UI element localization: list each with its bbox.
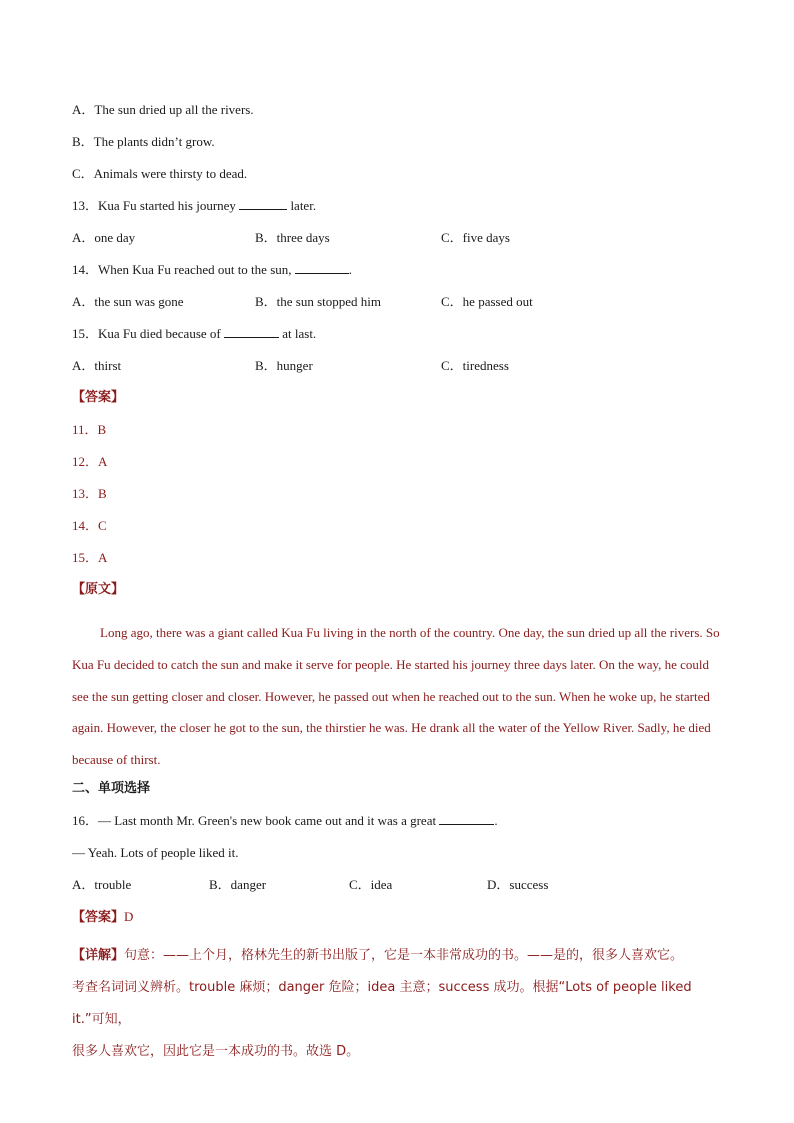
q15-text-before: 15．Kua Fu died because of <box>72 326 224 341</box>
q14-options <box>72 292 722 324</box>
q13-option-c: C．five days <box>441 230 510 245</box>
q15-options <box>72 356 722 388</box>
question-14 <box>72 260 722 292</box>
q16-text-before: 16．— Last month Mr. Green's new book came out and it was a great <box>72 812 440 828</box>
q16-option-c: C．idea <box>349 876 393 892</box>
q16-detail-label: 【详解】 <box>72 947 125 963</box>
answer-11: 11．B <box>72 422 107 437</box>
q16-detail-text-1: 句意：——上个月，格林先生的新书出版了，它是一本非常成功的书。——是的，很多人喜欢它。 <box>124 947 684 963</box>
q13-option-a: A．one day <box>72 230 136 245</box>
q14-option-b: B．the sun stopped him <box>255 294 382 309</box>
q13-text-before: 13．Kua Fu started his journey <box>72 198 240 213</box>
q16-detail <box>72 939 722 1068</box>
question-13 <box>72 196 722 228</box>
answer-heading: 【答案】 <box>72 390 125 405</box>
q13-options <box>72 228 722 260</box>
answer-14: 14．C <box>72 518 107 533</box>
q16-detail-line-3: 很多人喜欢它，因此它是一本成功的书。故选 D。 <box>72 1043 360 1059</box>
q13-text-after: later. <box>287 198 317 213</box>
answer-12: 12．A <box>72 454 108 469</box>
q16-detail-line-1 <box>72 939 722 972</box>
q16-detail-line-2: 考查名词词义辨析。trouble 麻烦；danger 危险；idea 主意；success 成功。根据“Lots of people liked it.”可知， <box>72 979 692 1027</box>
q14-blank <box>295 260 349 274</box>
q14-text-before: 14．When Kua Fu reached out to the sun, <box>72 262 295 277</box>
q15-blank <box>224 324 279 338</box>
original-text-heading: 【原文】 <box>72 582 125 597</box>
q16-answer-value: D <box>124 908 134 924</box>
question-16 <box>72 811 722 843</box>
q16-answer <box>72 907 722 939</box>
q13-option-b: B．three days <box>255 230 330 245</box>
q16-options <box>72 875 722 907</box>
q16-option-a: A．trouble <box>72 876 132 892</box>
q15-option-c: C．tiredness <box>441 358 509 373</box>
q16-blank <box>439 811 494 825</box>
q13-blank <box>239 196 287 210</box>
q16-reply: — Yeah. Lots of people liked it. <box>72 844 239 860</box>
q14-option-c: C．he passed out <box>441 294 533 309</box>
q14-option-a: A．the sun was gone <box>72 294 184 309</box>
q16-option-b: B．danger <box>209 876 267 892</box>
q15-option-a: A．thirst <box>72 358 122 373</box>
q12-option-c: C．Animals were thirsty to dead. <box>72 166 248 181</box>
q15-text-after: at last. <box>279 326 317 341</box>
q16-answer-label: 【答案】 <box>72 909 125 925</box>
q12-option-a: A．The sun dried up all the rivers. <box>72 102 254 117</box>
q12-option-b: B．The plants didn’t grow. <box>72 134 215 149</box>
section-2-heading: 二、单项选择 <box>72 780 151 796</box>
original-text-paragraph: Long ago, there was a giant called Kua Fu living in the north of the country. One day, the sun dried up all the rivers. So Kua Fu decided to catch the sun and make it serve for people. He started his journey three days later. On the way, he could see the sun getting closer and closer. However, he passed out when he reached out to the sun. When he woke up, he started again. However, the closer he got to the sun, the thirstier he was. He drank all the water of the Yellow River. Sadly, he died because of thirst. <box>72 625 720 768</box>
answer-13: 13．B <box>72 486 107 501</box>
q16-text-after: . <box>494 812 498 828</box>
q15-option-b: B．hunger <box>255 358 313 373</box>
q14-text-after: . <box>348 262 353 277</box>
question-15 <box>72 324 722 356</box>
document-page <box>72 100 722 1068</box>
answer-15: 15．A <box>72 550 108 565</box>
q16-option-d: D．success <box>487 876 549 892</box>
